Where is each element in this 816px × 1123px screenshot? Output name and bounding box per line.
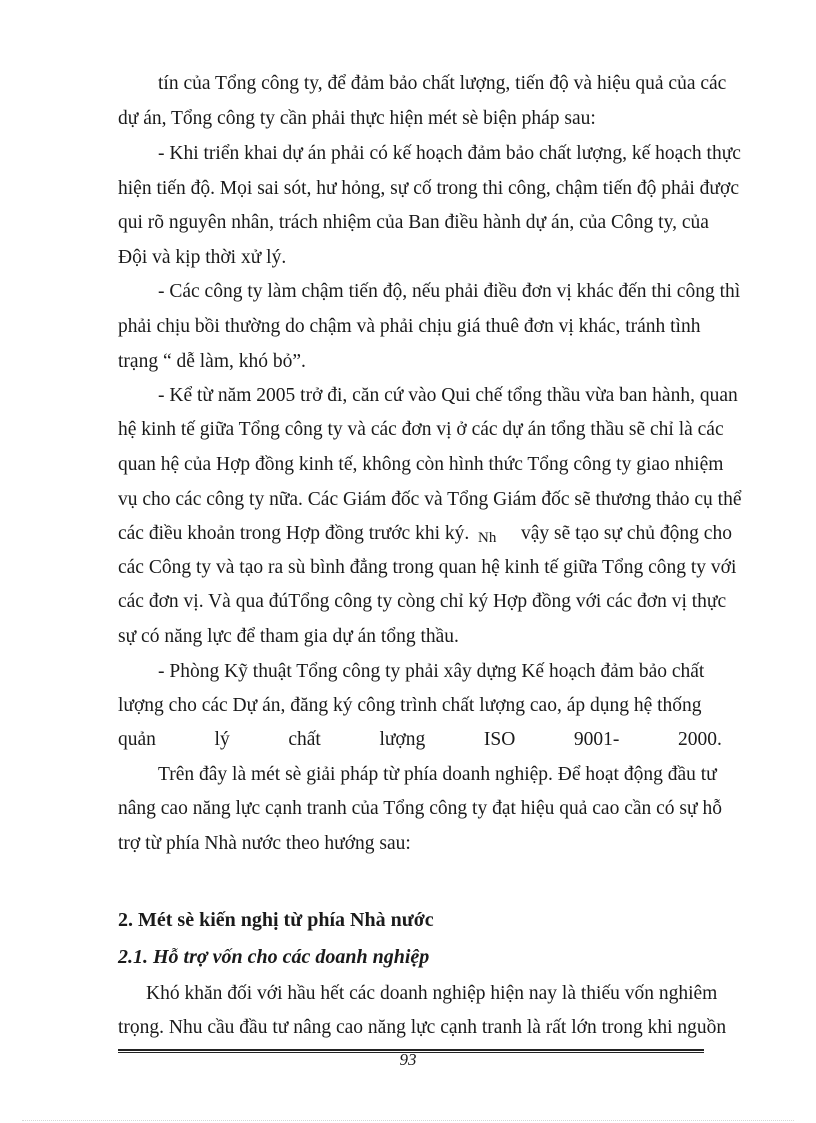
text-line: - Khi triển khai dự án phải có kế hoạch đảm bảo chất lượng, kế hoạch thực (158, 143, 741, 164)
word: chất (288, 729, 321, 750)
text-line: nâng cao năng lực cạnh tranh của Tổng công ty đạt hiệu quả cao cần có sự hỗ (118, 798, 722, 819)
text-line: dự án, Tổng công ty cần phải thực hiện mét sè biện pháp sau: (118, 108, 596, 129)
text-line: - Kể từ năm 2005 trở đi, căn cứ vào Qui chế tổng thầu vừa ban hành, quan (158, 385, 738, 406)
text-line: trạng “ dễ làm, khó bỏ”. (118, 351, 306, 372)
text-line: Đội và kịp thời xử lý. (118, 247, 287, 268)
page-number: 93 (399, 1050, 417, 1069)
section-heading: 2. Mét sè kiến nghị từ phía Nhà nước (118, 909, 434, 931)
word: 9001- (573, 729, 620, 750)
text-line: các điều khoản trong Hợp đồng trước khi ký. (118, 523, 470, 544)
text-line: trọng. Nhu cầu đầu tư nâng cao năng lực cạnh tranh là rất lớn trong khi nguồn (118, 1017, 727, 1038)
text-line: các đơn vị. Và qua đúTổng công ty còng chỉ ký Hợp đồng với các đơn vị thực (118, 591, 727, 612)
text-line: quan hệ của Hợp đồng kinh tế, không còn hình thức Tổng công ty giao nhiệm (118, 454, 724, 475)
text-line: - Các công ty làm chậm tiến độ, nếu phải điều đơn vị khác đến thi công thì (158, 281, 741, 302)
text-line: sự có năng lực để tham gia dự án tổng thầu. (118, 626, 459, 647)
nh-fragment: Nh (478, 530, 497, 546)
text-line: phải chịu bồi thường do chậm và phải chịu giá thuê đơn vị khác, tránh tình (118, 316, 701, 337)
text-line: Trên đây là mét sè giải pháp từ phía doanh nghiệp. Để hoạt động đầu tư (158, 764, 717, 785)
page-bottom-dotted-border (22, 1120, 794, 1121)
text-line: hiện tiến độ. Mọi sai sót, hư hỏng, sự cố trong thi công, chậm tiến độ phải được (118, 178, 739, 199)
text-line: Khó khăn đối với hầu hết các doanh nghiệp hiện nay là thiếu vốn nghiêm (146, 983, 718, 1004)
word: lý (214, 729, 230, 750)
text-line: tín của Tổng công ty, để đảm bảo chất lượng, tiến độ và hiệu quả của các (158, 73, 727, 94)
word: lượng (379, 729, 426, 750)
justified-line (118, 728, 722, 752)
text-line: lượng cho các Dự án, đăng ký công trình chất lượng cao, áp dụng hệ thống (118, 695, 702, 716)
text-line: hệ kinh tế giữa Tổng công ty và các đơn vị ở các dự án tổng thầu sẽ chỉ là các (118, 419, 724, 440)
text-line: các Công ty và tạo ra sù bình đẳng trong quan hệ kinh tế giữa Tổng công ty với (118, 557, 737, 578)
text-line: qui rõ nguyên nhân, trách nhiệm của Ban điều hành dự án, của Công ty, của (118, 212, 709, 233)
text-line: vậy sẽ tạo sự chủ động cho (521, 523, 732, 544)
text-line: vụ cho các công ty nữa. Các Giám đốc và Tổng Giám đốc sẽ thương thảo cụ thể (118, 489, 742, 510)
word: 2000. (678, 729, 722, 750)
text-line: - Phòng Kỹ thuật Tổng công ty phải xây dựng Kế hoạch đảm bảo chất (158, 661, 705, 682)
word: quản (118, 729, 156, 750)
text-line: trợ từ phía Nhà nước theo hướng sau: (118, 833, 411, 854)
subsection-heading: 2.1. Hỗ trợ vốn cho các doanh nghiệp (118, 946, 430, 968)
word: ISO (483, 729, 516, 750)
